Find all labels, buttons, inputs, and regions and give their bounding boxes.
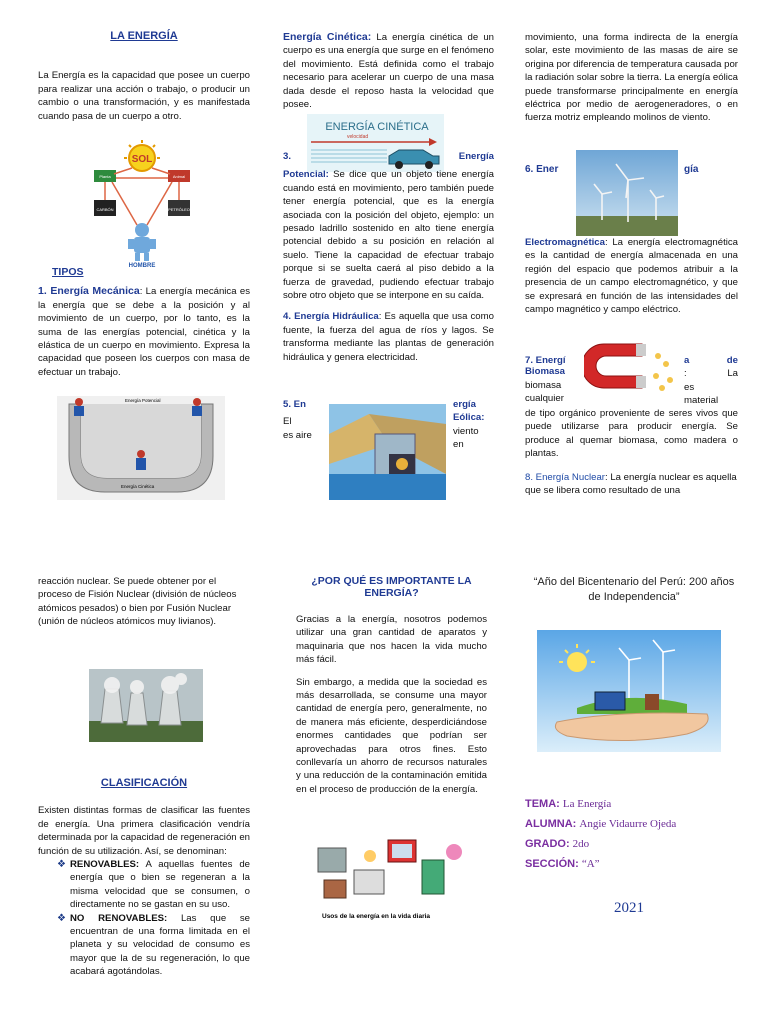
biomasa-right1b: de	[726, 355, 738, 366]
skate-ramp-image	[57, 396, 225, 500]
tema-row	[525, 794, 676, 814]
usos-energia-image	[314, 830, 470, 926]
skate-bottom-label: Energía Cinética	[121, 484, 155, 489]
biomasa-left4: cualquier	[525, 393, 564, 405]
norenovables-text: Las que se encuentran de una forma limitada en el planeta y su velocidad de consumo es mayor que la de su regeneración, lo que acabará agotándolas.	[70, 912, 251, 978]
renovables-label: RENOVABLES:	[70, 859, 140, 871]
biomasa-right	[684, 354, 738, 408]
nuclear-text: : La energía nuclear es aquella que se libera como resultado de una	[525, 471, 737, 497]
list-item	[38, 912, 250, 979]
cinetica-img-sub: velocidad	[347, 134, 369, 140]
cinetica-title: Energía Cinética:	[283, 31, 372, 43]
eolica-right1: ergía	[453, 399, 476, 410]
clasificacion-list	[38, 858, 250, 979]
tema-label: TEMA:	[525, 798, 560, 810]
hidraulica-title: 4. Energía Hidráulica	[283, 311, 379, 323]
grado-row	[525, 834, 676, 854]
biomasa-colon: :	[684, 368, 687, 380]
eolica-left1: 5. En	[283, 399, 306, 410]
seccion-value: “A”	[581, 858, 600, 870]
magnet-image	[584, 336, 680, 396]
importance-title: ¿POR QUÉ ES IMPORTANTE LA ENERGÍA?	[311, 575, 472, 599]
potencial-header	[283, 150, 494, 163]
electro-left: 6. Ener	[525, 164, 559, 175]
nuclear-plant-image	[89, 669, 203, 742]
mecanica-text: : La energía mecánica es la energía que se debe a la posición y al movimiento de un cuerpo, por lo tanto, es la suma de las energías potencial, cinética y la elástica de un cuerpo en movimiento. Expresa la capacidad que poseen los cuerpos con masa de efectuar un trabajo.	[38, 286, 250, 378]
column-5	[296, 575, 487, 796]
norenovables-label: NO RENOVABLES:	[70, 912, 168, 924]
page-title: LA ENERGÍA	[110, 30, 178, 42]
animal-label: Animal	[172, 174, 186, 179]
potencial-word2: Potencial:	[283, 169, 329, 181]
usos-caption: Usos de la energía en la vida diaria	[322, 913, 431, 920]
eolica-right3: viento	[453, 425, 479, 437]
clasificacion-title: CLASIFICACIÓN	[100, 777, 188, 789]
biomasa-text-block	[525, 407, 738, 497]
eolica-left-text	[283, 398, 312, 442]
tipos-label: TIPOS	[52, 266, 84, 278]
biomasa-material: material	[684, 395, 719, 407]
clasificacion-section	[38, 777, 250, 979]
electro-paragraph	[525, 236, 738, 316]
alumna-label: ALUMNA:	[525, 818, 577, 830]
petroleo-label: PETRÓLEO	[168, 207, 190, 212]
alumna-value: Angie Vidaurre Ojeda	[579, 818, 677, 830]
biomasa-right1a: a	[684, 355, 690, 366]
nuclear-continuation: reacción nuclear. Se puede obtener por el proceso de Fisión Nuclear (división de núcleos atómicos pesados) o bien por Fusión Nuclear (unión de núcleos atómicos muy livianos).	[38, 576, 237, 628]
eolica-continuation: movimiento, una forma indirecta de la energía solar, este movimiento de las masas de aire se origina por diferencia de temperatura causada por la radiación solar sobre la tierra. La energía eólica puede transformarse principalmente en energía eléctrica por medio de aerogeneradores, o en fuerza motriz empleando molinos de viento.	[525, 32, 738, 124]
biomasa-left3: biomasa	[525, 379, 562, 391]
renovables-text: A aquellas fuentes de energía que o bien se regeneran a la misma velocidad que se consumen, o directamente no se gastan en su uso.	[70, 859, 250, 911]
biomasa-left	[525, 354, 566, 406]
hidraulica-paragraph	[283, 310, 494, 364]
biomasa-text: de tipo orgánico proveniente de seres vivos que puede utilizarse para producir energía. Se produce al quemar biomasa, como madera o plantas.	[525, 408, 738, 460]
column-2	[283, 31, 494, 111]
diamond-bullet-icon: ❖	[57, 859, 66, 871]
alumna-row	[525, 814, 676, 834]
mecanica-title: 1. Energía Mecánica	[38, 285, 140, 298]
year-number: 2021	[614, 900, 644, 916]
potencial-word1: Energía	[458, 151, 494, 162]
eolica-right2: Eólica:	[453, 412, 485, 424]
tema-value: La Energía	[562, 798, 612, 810]
wind-turbines-image	[576, 150, 678, 236]
biomasa-left1: 7. Energí	[525, 355, 566, 366]
potencial-text: Se dice que un objeto tiene energía cuando está en movimiento, pero también puede tener energía potencial, que es la energía asociada con la posición del objeto, ejemplo: un pesado ladrillo sostenido en alto tiene energía potencial debido a su posición en relación al suelo. Tiene la capacidad de efectuar trabajo porque si se suelta caerá al piso debido a la fuerza de gravedad, pudiendo efectuar trabajo sobre otro objeto que se interpone en su caída.	[283, 169, 494, 302]
eolica-right-text	[453, 398, 495, 452]
biomasa-la: La	[727, 368, 738, 380]
eolica-left3: es aire	[283, 429, 312, 441]
year-title: “Año del Bicentenario del Perú: 200 años de Independencia”	[533, 576, 735, 603]
electro-section	[525, 236, 738, 316]
renewable-hand-image	[537, 630, 721, 752]
column-4	[38, 575, 250, 629]
cinetica-text: La energía cinética de un cuerpo es una energía que surge en el fenómeno del movimiento. Está definida como el trabajo necesario para acelerar un cuerpo de una masa dada desde el reposo hasta la velocidad que posee.	[283, 32, 494, 111]
importance-p2: Sin embargo, a medida que la sociedad es más desarrollada, se consume una mayor cantidad de energía pero, generalmente, no de manera más eficiente, desperdiciándose enormes cantidades que podrían ser aprovechadas para otros fines. Esto conllevaría un ahorro de recursos naturales y una reducción de la contaminación emitida en el proceso de producción de la energía.	[296, 676, 487, 795]
electro-title: Electromagnética	[525, 237, 605, 248]
sol-label: SOL	[131, 154, 153, 165]
hidraulica-text: : Es aquella que usa como fuente, la fuerza del agua de ríos y lagos. Se transforma mediante las plantas de generación hidráulica y genera electricidad.	[283, 311, 494, 363]
sol-diagram	[92, 140, 192, 268]
skate-top-label: Energía Potencial	[125, 398, 161, 403]
potencial-section	[283, 150, 494, 364]
nuclear-title: 8. Energía Nuclear	[525, 471, 605, 483]
column-3	[525, 31, 738, 125]
electro-right: gía	[684, 164, 699, 175]
eolica-right4: en	[453, 439, 464, 451]
planta-label: Planta	[99, 174, 111, 179]
biomasa-left2: Biomasa	[525, 366, 565, 378]
seccion-row	[525, 854, 676, 874]
hydro-plant-image	[329, 404, 446, 500]
grado-value: 2do	[572, 838, 590, 850]
importance-p1: Gracias a la energía, nosotros podemos utilizar una gran cantidad de aparatos y maquinaria que nos hacen la vida mucho más fácil.	[296, 614, 487, 666]
potencial-num: 3.	[283, 151, 292, 162]
biomasa-es: es	[684, 381, 695, 393]
cinetica-paragraph	[283, 31, 494, 111]
grado-label: GRADO:	[525, 838, 570, 850]
cinetica-img-title: ENERGÍA CINÉTICA	[325, 121, 429, 133]
hombre-label: HOMBRE	[128, 263, 156, 268]
diamond-bullet-icon: ❖	[57, 912, 66, 924]
tipos-section	[38, 266, 250, 379]
electro-text: : La energía electromagnética es la cantidad de energía almacenada en una región del espacio que podemos atribuir a la presencia de un campo electromagnético, y que se expresará en función de las intensidades del campo magnético y campo eléctrico.	[525, 237, 738, 316]
seccion-label: SECCIÓN:	[525, 858, 579, 870]
clasificacion-text: Existen distintas formas de clasificar las fuentes de energía. Una primera clasificación vendría determinada por la capacidad de regeneración en función de su utilización. Así, se denominan:	[38, 805, 250, 857]
list-item	[38, 858, 250, 912]
intro-paragraph: La Energía es la capacidad que posee un cuerpo para realizar una acción o trabajo, o producir un cambio o una transformación, y es manifestada cuando pasa de un cuerpo a otro.	[38, 70, 250, 122]
carbon-label: CARBÓN	[96, 207, 114, 212]
student-info	[525, 794, 676, 874]
potencial-paragraph	[283, 168, 494, 302]
column-1	[38, 30, 250, 123]
mecanica-paragraph	[38, 285, 250, 379]
eolica-left2: El	[283, 416, 292, 428]
nuclear-paragraph	[525, 471, 738, 498]
